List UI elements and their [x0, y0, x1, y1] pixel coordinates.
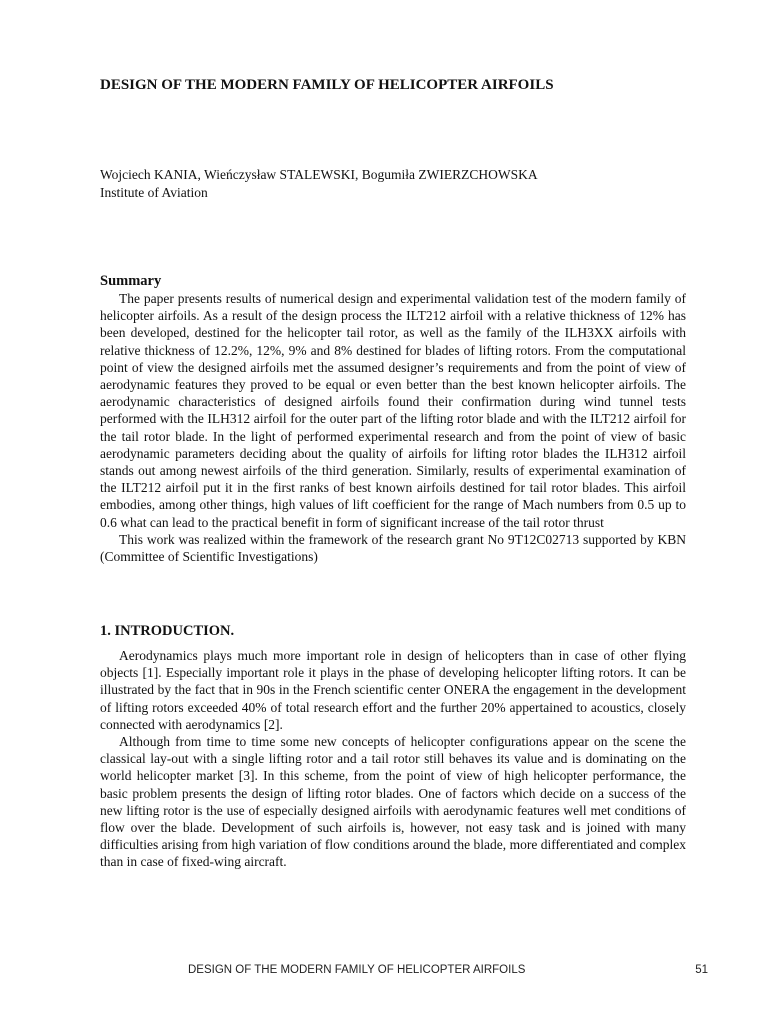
- introduction-section: [100, 647, 686, 871]
- affiliation: Institute of Aviation: [100, 185, 208, 200]
- introduction-paragraph: Although from time to time some new concepts of helicopter configurations appear on the scene the classical lay-out with a single lifting rotor and a tail rotor still behaves its value and is dominating on the world helicopter market [3]. In this scheme, from the point of view of high helicopter performance, the basic problem presents the design of lifting rotor blades. One of factors which decide on a success of the new lifting rotor is the use of especially designed airfoils with aerodynamic features well met conditions of flow over the blade. Development of such airfoils is, however, not easy task and is joined with many difficulties arising from high variation of flow conditions around the blade, more differentiated and complex than in case of fixed-wing aircraft.: [100, 734, 686, 870]
- running-title: DESIGN OF THE MODERN FAMILY OF HELICOPTER AIRFOILS: [188, 964, 526, 976]
- summary-heading: Summary: [100, 273, 162, 289]
- introduction-paragraph: Aerodynamics plays much more important role in design of helicopters than in case of other flying objects [1]. Especially important role it plays in the phase of developing helicopter lifting rotors. It can be illustrated by the fact that in 90s in the French scientific center ONERA the engagement in the development of lifting rotors exceeded 40% of total research effort and the further 20% appertained to acoustics, closely connected with aerodynamics [2].: [100, 648, 686, 732]
- paper-title: DESIGN OF THE MODERN FAMILY OF HELICOPTER AIRFOILS: [100, 77, 554, 93]
- author-list: Wojciech KANIA, Wieńczysław STALEWSKI, Bogumiła ZWIERZCHOWSKA: [100, 167, 538, 182]
- page-number: 51: [695, 964, 708, 976]
- summary-paragraph: This work was realized within the framework of the research grant No 9T12C02713 supported by KBN (Committee of Scientific Investigations): [100, 531, 686, 565]
- summary-paragraph: The paper presents results of numerical design and experimental validation test of the modern family of helicopter airfoils. As a result of the design process the ILT212 airfoil with a relative thickness of 12% has been developed, destined for the helicopter tail rotor, as well as the family of the ILH3XX airfoils with relative thickness of 12.2%, 12%, 9% and 8% destined for blades of lifting rotors. From the computational point of view the designed airfoils met the assumed designer’s requirements and from the point of view of aerodynamic features they proved to be equal or even better than the best known helicopter airfoils. The aerodynamic characteristics of designed airfoils found their confirmation during wind tunnel tests performed with the ILH312 airfoil for the outer part of the lifting rotor blade and with the ILT212 airfoil for the tail rotor blade. In the light of performed experimental research and from the point of view of basic aerodynamic parameters deciding about the quality of airfoils for lifting rotor blades the ILH312 airfoil stands out among newest airfoils of the third generation. Similarly, results of experimental examination of the ILT212 airfoil put it in the first ranks of best known airfoils destined for tail rotor blades. This airfoil embodies, among other things, high values of lift coefficient for the range of Mach numbers from 0.5 up to 0.6 what can lead to the practical benefit in form of significant increase of the tail rotor thrust: [100, 291, 686, 530]
- author-block: [100, 166, 690, 202]
- summary-section: [100, 290, 686, 565]
- introduction-heading: 1. INTRODUCTION.: [100, 623, 235, 639]
